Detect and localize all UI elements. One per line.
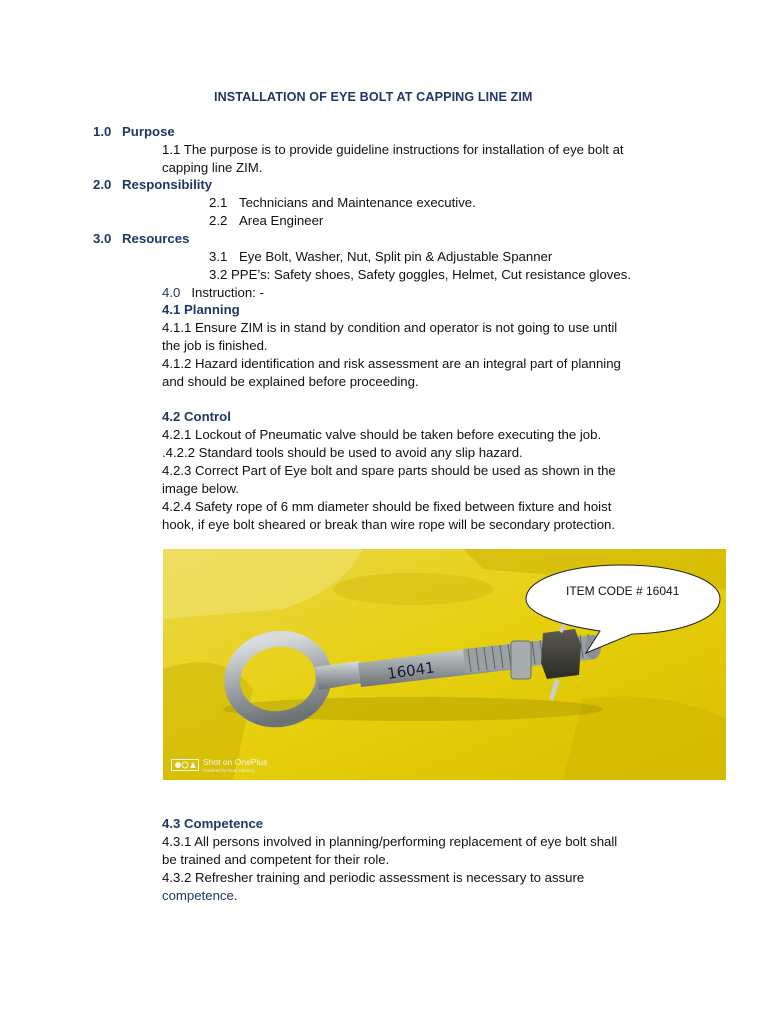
section-responsibility-heading (93, 176, 212, 194)
item-number: 3.1 (209, 249, 228, 264)
list-item (209, 248, 552, 266)
list-item: 3.2 PPE’s: Safety shoes, Safety goggles, Helmet, Cut resistance gloves. (209, 267, 631, 282)
section-heading-label: Resources (122, 231, 190, 246)
photo-watermark-sub: Powered by Dual Camera (203, 768, 255, 773)
item-text: Technicians and Maintenance executive. (239, 195, 476, 210)
control-text-line: image below. (162, 481, 239, 496)
section-resources-heading (93, 230, 189, 248)
planning-text-line: 4.1.1 Ensure ZIM is in stand by condition and operator is not going to use until (162, 320, 618, 335)
item-text: Eye Bolt, Washer, Nut, Split pin & Adjustable Spanner (239, 249, 553, 264)
item-text: Area Engineer (239, 213, 324, 228)
item-number: 2.1 (209, 195, 228, 210)
section-number: 1.0 (93, 124, 112, 139)
photo-watermark: Shot on OnePlus (203, 757, 268, 767)
callout-bubble (520, 561, 724, 657)
item-number: 2.2 (209, 213, 228, 228)
control-text-line: 4.2.3 Correct Part of Eye bolt and spare parts should be used as shown in the (162, 463, 616, 478)
competence-text-line: 4.3.2 Refresher training and periodic assessment is necessary to assure (162, 870, 585, 885)
document-title: INSTALLATION OF EYE BOLT AT CAPPING LINE ZIM (214, 90, 533, 104)
camera-logo-icon (171, 759, 199, 771)
punctuation: . (233, 888, 238, 903)
control-text-line: 4.2.4 Safety rope of 6 mm diameter should be fixed between fixture and hoist (162, 499, 612, 514)
section-number: 2.0 (93, 177, 112, 192)
section-instruction-heading (162, 284, 264, 302)
control-text-line: hook, if eye bolt sheared or break than wire rope will be secondary protection. (162, 517, 616, 532)
section-heading-label: Purpose (122, 124, 175, 139)
purpose-text-line: capping line ZIM. (162, 160, 263, 175)
competence-text-line: 4.3.1 All persons involved in planning/performing replacement of eye bolt shall (162, 834, 618, 849)
bolt-marking: 16041 (386, 658, 436, 683)
section-heading-label: Responsibility (122, 177, 213, 192)
section-number: 3.0 (93, 231, 112, 246)
subsection-planning-heading: 4.1 Planning (162, 302, 240, 317)
subsection-control-heading: 4.2 Control (162, 409, 231, 424)
control-text-line: 4.2.1 Lockout of Pneumatic valve should be taken before executing the job. (162, 427, 602, 442)
item-code-label: ITEM CODE # 16041 (566, 584, 680, 598)
competence-text-line: be trained and competent for their role. (162, 852, 390, 867)
list-item (209, 194, 476, 212)
list-item (209, 212, 323, 230)
section-number: 4.0 (162, 285, 181, 300)
planning-text-line: 4.1.2 Hazard identification and risk assessment are an integral part of planning (162, 356, 621, 371)
planning-text-line: the job is finished. (162, 338, 268, 353)
planning-text-line: and should be explained before proceeding. (162, 374, 419, 389)
competence-text-line (162, 887, 238, 905)
competence-word: competence (162, 888, 234, 903)
control-text-line: .4.2.2 Standard tools should be used to avoid any slip hazard. (162, 445, 523, 460)
subsection-competence-heading: 4.3 Competence (162, 816, 264, 831)
section-purpose-heading (93, 123, 175, 141)
purpose-text-line: 1.1 The purpose is to provide guideline instructions for installation of eye bolt at (162, 142, 624, 157)
section-heading-label: Instruction: - (191, 285, 264, 300)
